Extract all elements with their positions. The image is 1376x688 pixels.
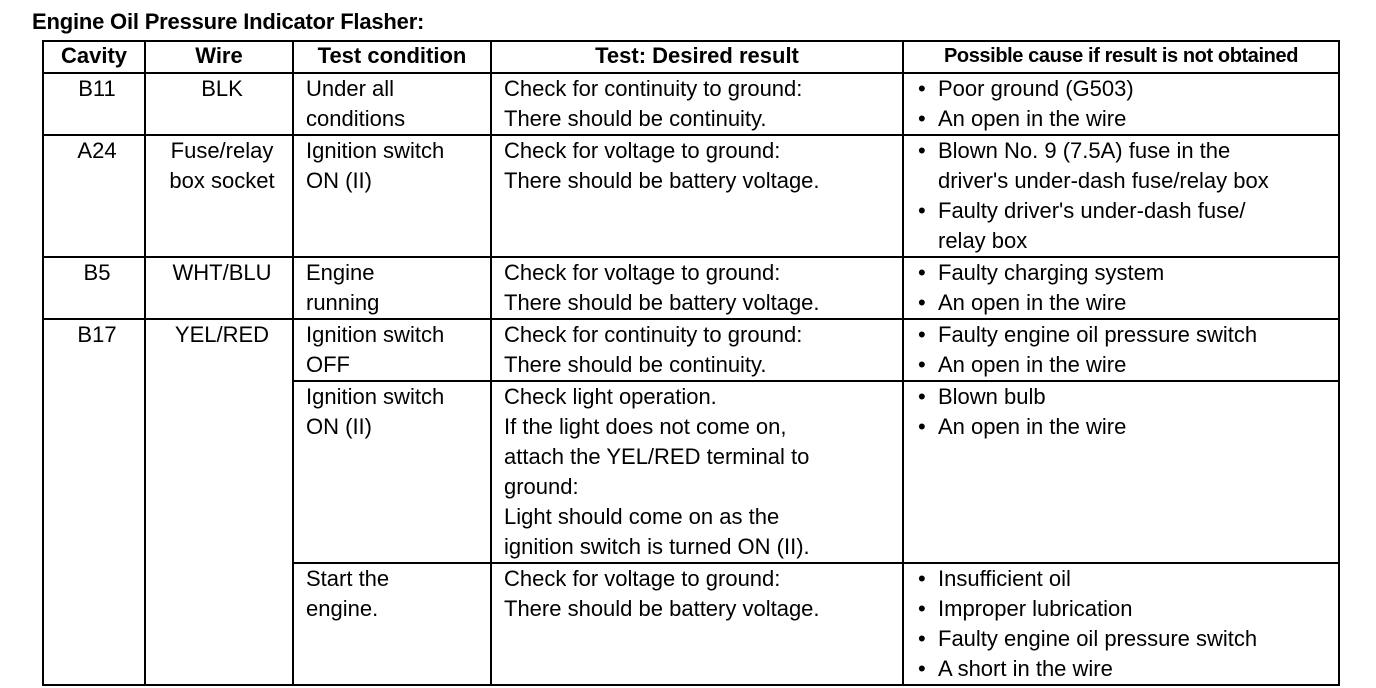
condition-line: Ignition switch bbox=[306, 322, 445, 347]
condition-cell bbox=[293, 73, 491, 135]
cavity-cell: B17 bbox=[43, 319, 145, 685]
condition-line: ON (II) bbox=[306, 414, 372, 439]
result-cell bbox=[491, 135, 903, 257]
cause-item: • An open in the wire bbox=[916, 104, 1332, 134]
cause-item: • Faulty engine oil pressure switch bbox=[916, 320, 1332, 350]
result-line: Check for continuity to ground: bbox=[504, 76, 803, 101]
condition-cell bbox=[293, 319, 491, 381]
wire-cell bbox=[145, 135, 293, 257]
condition-line: Engine bbox=[306, 260, 375, 285]
cause-list bbox=[916, 258, 1332, 318]
cause-list bbox=[916, 320, 1332, 380]
cause-cell bbox=[903, 135, 1339, 257]
condition-line: Ignition switch bbox=[306, 384, 445, 409]
table-row bbox=[43, 73, 1339, 135]
cause-cell bbox=[903, 73, 1339, 135]
cavity-cell: B5 bbox=[43, 257, 145, 319]
cause-item: • Poor ground (G503) bbox=[916, 74, 1332, 104]
result-line: attach the YEL/RED terminal to bbox=[504, 444, 810, 469]
cause-list bbox=[916, 136, 1332, 256]
condition-cell bbox=[293, 381, 491, 563]
result-cell bbox=[491, 319, 903, 381]
table-header-row bbox=[43, 41, 1339, 73]
result-cell bbox=[491, 73, 903, 135]
result-cell bbox=[491, 563, 903, 685]
result-line: ignition switch is turned ON (II). bbox=[504, 534, 810, 559]
cause-cell bbox=[903, 563, 1339, 685]
result-line: Check light operation. bbox=[504, 384, 717, 409]
result-line: Light should come on as the bbox=[504, 504, 780, 529]
cause-cell bbox=[903, 319, 1339, 381]
result-line: If the light does not come on, bbox=[504, 414, 787, 439]
cause-item: • An open in the wire bbox=[916, 288, 1332, 318]
cavity-cell: A24 bbox=[43, 135, 145, 257]
condition-cell bbox=[293, 135, 491, 257]
result-line: There should be continuity. bbox=[504, 352, 767, 377]
result-line: There should be battery voltage. bbox=[504, 596, 820, 621]
result-line: Check for voltage to ground: bbox=[504, 566, 781, 591]
header-wire: Wire bbox=[145, 41, 293, 73]
cause-item: • An open in the wire bbox=[916, 350, 1332, 380]
header-possible-cause: Possible cause if result is not obtained bbox=[903, 41, 1339, 73]
cause-item: • Insufficient oil bbox=[916, 564, 1332, 594]
cause-item: • Blown bulb bbox=[916, 382, 1332, 412]
indicator-flasher-table bbox=[42, 40, 1340, 686]
result-line: Check for continuity to ground: bbox=[504, 322, 803, 347]
result-line: ground: bbox=[504, 474, 579, 499]
cavity-cell: B11 bbox=[43, 73, 145, 135]
condition-line: conditions bbox=[306, 106, 406, 131]
wire-cell: BLK bbox=[145, 73, 293, 135]
result-cell bbox=[491, 257, 903, 319]
cause-list bbox=[916, 382, 1332, 442]
cause-item: • A short in the wire bbox=[916, 654, 1332, 684]
cause-item: • An open in the wire bbox=[916, 412, 1332, 442]
result-cell bbox=[491, 381, 903, 563]
document-title: Engine Oil Pressure Indicator Flasher: bbox=[32, 9, 425, 34]
wire-line: box socket bbox=[169, 168, 275, 193]
cause-list bbox=[916, 564, 1332, 684]
condition-line: Under all bbox=[306, 76, 395, 101]
cause-cell bbox=[903, 381, 1339, 563]
cause-list bbox=[916, 74, 1332, 134]
condition-line: engine. bbox=[306, 596, 379, 621]
cause-item: • Blown No. 9 (7.5A) fuse in the driver's under-dash fuse/relay box bbox=[916, 136, 1332, 196]
wire-cell: WHT/BLU bbox=[145, 257, 293, 319]
table-row bbox=[43, 257, 1339, 319]
condition-line: OFF bbox=[306, 352, 350, 377]
table-row bbox=[43, 135, 1339, 257]
condition-cell bbox=[293, 563, 491, 685]
cause-item: • Improper lubrication bbox=[916, 594, 1332, 624]
header-test-condition: Test condition bbox=[293, 41, 491, 73]
wire-cell: YEL/RED bbox=[145, 319, 293, 685]
condition-line: ON (II) bbox=[306, 168, 372, 193]
cause-item: • Faulty engine oil pressure switch bbox=[916, 624, 1332, 654]
condition-line: running bbox=[306, 290, 380, 315]
condition-line: Ignition switch bbox=[306, 138, 445, 163]
result-line: There should be battery voltage. bbox=[504, 168, 820, 193]
wire-line: Fuse/relay bbox=[170, 138, 274, 163]
condition-line: Start the bbox=[306, 566, 390, 591]
cause-item: • Faulty charging system bbox=[916, 258, 1332, 288]
cause-item: • Faulty driver's under-dash fuse/ relay box bbox=[916, 196, 1332, 256]
result-line: Check for voltage to ground: bbox=[504, 138, 781, 163]
table-row bbox=[43, 319, 1339, 381]
result-line: There should be battery voltage. bbox=[504, 290, 820, 315]
header-desired-result: Test: Desired result bbox=[491, 41, 903, 73]
result-line: Check for voltage to ground: bbox=[504, 260, 781, 285]
condition-cell bbox=[293, 257, 491, 319]
header-cavity: Cavity bbox=[43, 41, 145, 73]
cause-cell bbox=[903, 257, 1339, 319]
result-line: There should be continuity. bbox=[504, 106, 767, 131]
